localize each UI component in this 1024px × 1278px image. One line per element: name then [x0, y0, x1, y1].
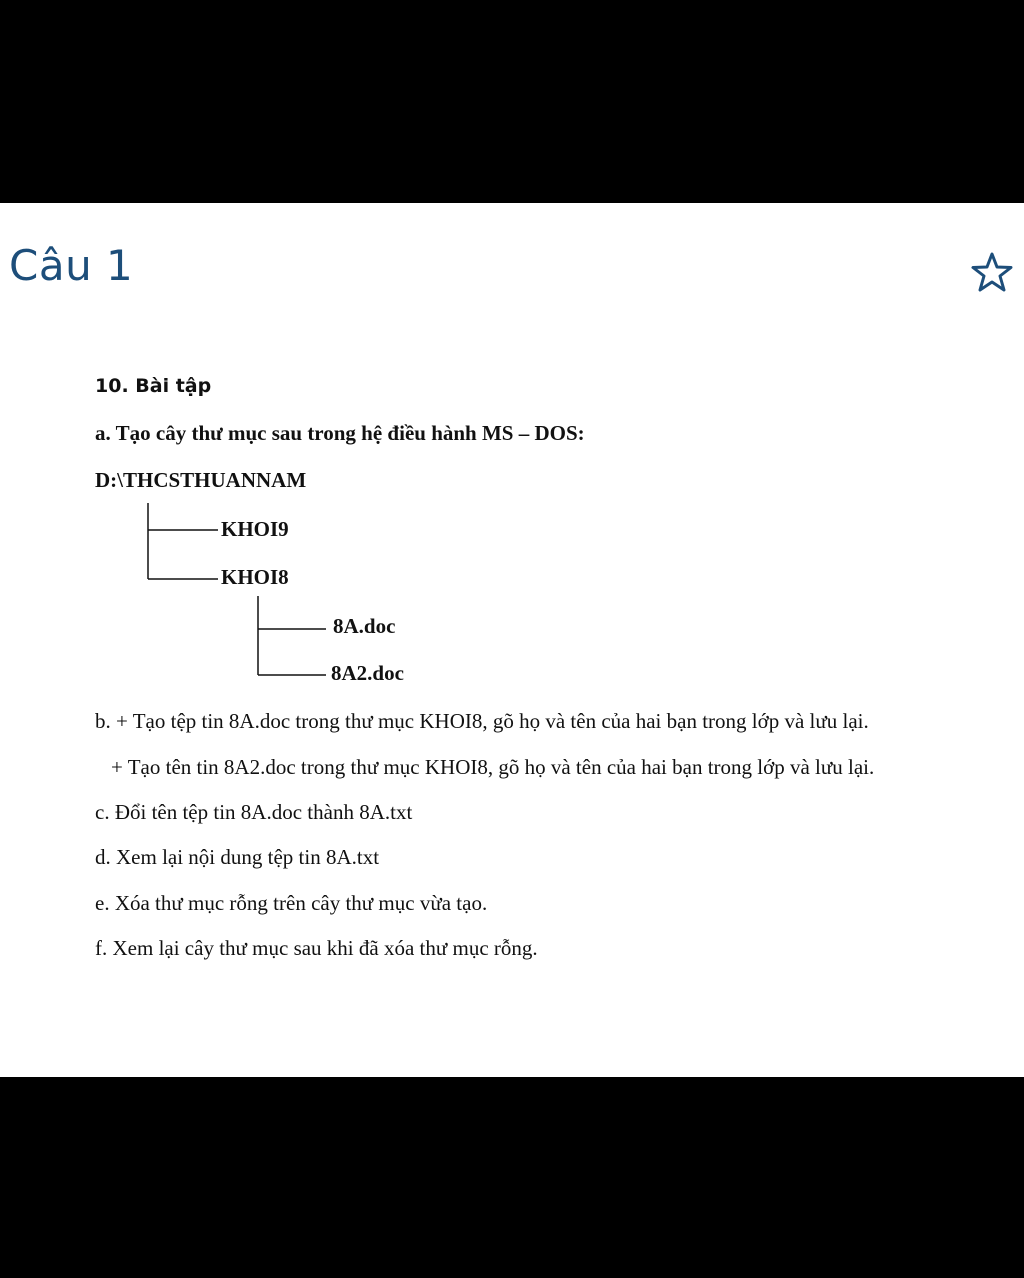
part-d-text: d. Xem lại nội dung tệp tin 8A.txt [95, 845, 380, 869]
tree-node-8a2-doc: 8A2.doc [331, 661, 404, 685]
tree-node-khoi8: KHOI8 [221, 565, 289, 589]
part-b1-text: b. + Tạo tệp tin 8A.doc trong thư mục KHOI8, gõ họ và tên của hai bạn trong lớp và lưu lại. [95, 709, 869, 733]
favorite-button[interactable] [969, 249, 1015, 295]
tree-node-khoi9: KHOI9 [221, 517, 289, 541]
bottom-black-band [0, 1077, 1024, 1278]
question-title: Câu 1 [9, 241, 134, 290]
part-b2-text: + Tạo tên tin 8A2.doc trong thư mục KHOI8, gõ họ và tên của hai bạn trong lớp và lưu lại. [111, 755, 875, 779]
part-f-text: f. Xem lại cây thư mục sau khi đã xóa thư mục rỗng. [95, 936, 538, 960]
question-panel [0, 203, 1024, 1077]
tree-root: D:\THCSTHUANNAM [95, 468, 307, 492]
star-outline-icon [969, 249, 1015, 295]
part-a-text: a. Tạo cây thư mục sau trong hệ điều hành MS – DOS: [95, 421, 585, 445]
part-c-text: c. Đổi tên tệp tin 8A.doc thành 8A.txt [95, 800, 413, 824]
top-black-band [0, 0, 1024, 203]
section-heading: 10. Bài tập [95, 375, 212, 397]
part-e-text: e. Xóa thư mục rỗng trên cây thư mục vừa tạo. [95, 891, 488, 915]
tree-node-8a-doc: 8A.doc [333, 614, 396, 638]
